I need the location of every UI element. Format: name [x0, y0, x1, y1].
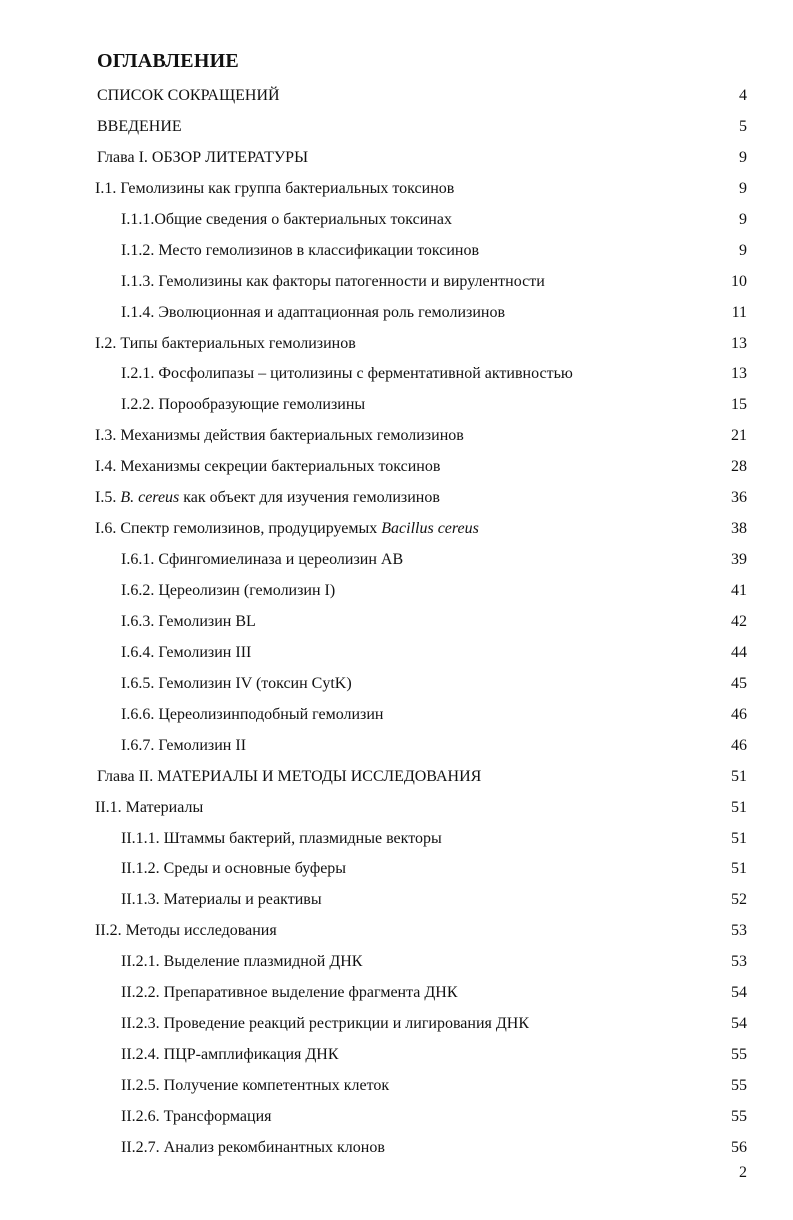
toc-entry-page: 4 [739, 87, 747, 104]
toc-entry [0, 270, 793, 301]
toc-entry-title: I.1.4. Эволюционная и адаптационная роль гемолизинов [121, 303, 506, 321]
toc-entry-title: Глава I. ОБЗОР ЛИТЕРАТУРЫ [97, 148, 309, 166]
toc-entry [0, 424, 793, 455]
toc-entry-page: 9 [739, 148, 747, 166]
toc-entry-title: СПИСОК СОКРАЩЕНИЙ [97, 87, 280, 104]
toc-entry [0, 84, 793, 115]
toc-entry-page: 9 [739, 210, 747, 228]
toc-entry-title: I.6.6. Цереолизинподобный гемолизин [121, 705, 384, 723]
toc-entry-page: 46 [731, 736, 747, 754]
toc-entry-title: I.6.3. Гемолизин BL [121, 612, 256, 630]
toc-entry-title: Глава II. МАТЕРИАЛЫ И МЕТОДЫ ИССЛЕДОВАНИЯ [97, 767, 482, 785]
toc-entry-page: 41 [731, 582, 747, 599]
toc-entry-page: 55 [731, 1046, 747, 1064]
toc-entry [0, 239, 793, 270]
toc-entry [0, 301, 793, 332]
toc-entry-title: I.6.1. Сфингомиелиназа и цереолизин АВ [121, 551, 404, 569]
toc-entry-page: 51 [731, 829, 747, 847]
page-number: 2 [739, 1164, 747, 1181]
toc-entry-page: 21 [731, 427, 747, 445]
toc-entry [0, 393, 793, 424]
toc-entry [0, 1136, 793, 1167]
toc-entry-title: I.6.7. Гемолизин II [121, 736, 247, 754]
toc-entry-title: II.1.3. Материалы и реактивы [121, 891, 322, 909]
toc-entry [0, 827, 793, 858]
toc-entry [0, 362, 793, 393]
toc-entry [0, 579, 793, 610]
toc-entry [0, 734, 793, 765]
toc-entry [0, 177, 793, 208]
toc-entry-title: I.6.2. Цереолизин (гемолизин I) [121, 582, 336, 599]
toc-entry-page: 9 [739, 241, 747, 259]
toc-entry-page: 44 [731, 643, 747, 661]
toc-entry [0, 765, 793, 796]
toc-entry-page: 9 [739, 179, 747, 197]
toc-entry-page: 51 [731, 860, 747, 878]
toc-entry-title: I.6.4. Гемолизин III [121, 643, 252, 661]
toc-entry-title-part: как объект для изучения гемолизинов [179, 489, 440, 507]
toc-entry-title: II.2.4. ПЦР-амплификация ДНК [121, 1046, 339, 1064]
toc-entry-title: II.2.2. Препаративное выделение фрагмента ДНК [121, 984, 458, 1002]
toc-entry-title [95, 486, 440, 510]
toc-entry-page: 11 [731, 303, 747, 321]
toc-entry-title-part: I.6. Спектр гемолизинов, продуцируемых [95, 520, 382, 538]
toc-entry [0, 1074, 793, 1105]
toc-entry-page: 46 [731, 705, 747, 723]
toc-entry-page: 53 [731, 922, 747, 940]
toc-entry-title: I.2. Типы бактериальных гемолизинов [95, 334, 356, 352]
toc-entry [0, 610, 793, 641]
toc-entry-page: 45 [731, 674, 747, 692]
toc-entry-title: I.1.1.Общие сведения о бактериальных токсинах [121, 210, 452, 228]
toc-entry-page: 54 [731, 1015, 747, 1033]
toc-entry-title: II.1.2. Среды и основные буферы [121, 860, 347, 878]
toc-entry [0, 641, 793, 672]
toc-entry-title [95, 517, 479, 541]
toc-entry-title-part: I.5. [95, 489, 121, 507]
toc-entry-title: II.2. Методы исследования [95, 922, 277, 940]
toc-entry-page: 53 [731, 953, 747, 971]
toc-entry [0, 1012, 793, 1043]
toc-entry-title: II.2.3. Проведение реакций рестрикции и лигирования ДНК [121, 1015, 530, 1033]
toc-entry-title: I.2.1. Фосфолипазы – цитолизины с ферментативной активностью [121, 365, 573, 383]
toc-entry-title: I.6.5. Гемолизин IV (токсин CytK) [121, 674, 352, 692]
toc-entry-title: II.2.5. Получение компетентных клеток [121, 1077, 390, 1094]
toc-entry [0, 332, 793, 363]
toc-entry [0, 517, 793, 548]
toc-entry-title: I.4. Механизмы секреции бактериальных токсинов [95, 458, 441, 476]
toc-entry-title-italic: B. cereus [120, 489, 180, 507]
toc-entry-title: II.2.7. Анализ рекомбинантных клонов [121, 1138, 385, 1156]
toc-entry-title: II.2.6. Трансформация [121, 1107, 272, 1125]
toc-entry-title: ВВЕДЕНИЕ [97, 117, 182, 135]
toc-entry-page: 10 [731, 272, 747, 290]
toc-entry-page: 42 [731, 612, 747, 630]
toc-entry-title: II.1.1. Штаммы бактерий, плазмидные векторы [121, 829, 442, 847]
toc-entry [0, 486, 793, 517]
toc-heading: ОГЛАВЛЕНИЕ [97, 50, 239, 72]
toc-entry-page: 13 [731, 365, 747, 383]
toc-entry-page: 39 [731, 551, 747, 569]
toc-entry [0, 146, 793, 177]
toc-entry [0, 455, 793, 486]
toc-entry-title: II.2.1. Выделение плазмидной ДНК [121, 953, 363, 971]
toc-entry [0, 1043, 793, 1074]
toc-entry-page: 28 [731, 458, 747, 476]
toc-entry-page: 5 [739, 117, 747, 135]
toc-entry-title: I.2.2. Порообразующие гемолизины [121, 396, 366, 414]
toc-entry-page: 55 [731, 1077, 747, 1094]
toc-entry-page: 54 [731, 984, 747, 1002]
toc-entry [0, 950, 793, 981]
toc-entry [0, 208, 793, 239]
toc-entry-page: 52 [731, 891, 747, 909]
toc-entry [0, 981, 793, 1012]
toc-entry-title: II.1. Материалы [95, 798, 204, 816]
toc-entry-title: I.1. Гемолизины как группа бактериальных токсинов [95, 179, 455, 197]
toc-entry-page: 56 [731, 1138, 747, 1156]
toc-entry-page: 13 [731, 334, 747, 352]
toc-entry [0, 919, 793, 950]
toc-entry-title: I.3. Механизмы действия бактериальных гемолизинов [95, 427, 464, 445]
toc-entry-page: 55 [731, 1107, 747, 1125]
toc-entry-page: 38 [731, 520, 747, 538]
toc-entry [0, 857, 793, 888]
toc-entry [0, 796, 793, 827]
toc-entry [0, 115, 793, 146]
toc-entry [0, 548, 793, 579]
toc-entry-page: 51 [731, 767, 747, 785]
toc-entry [0, 1105, 793, 1136]
toc-entry [0, 703, 793, 734]
toc-entry-page: 51 [731, 798, 747, 816]
toc-entry [0, 672, 793, 703]
toc-entry-page: 15 [731, 396, 747, 414]
toc-entry-title: I.1.3. Гемолизины как факторы патогенности и вирулентности [121, 272, 545, 290]
table-of-contents [0, 84, 793, 1167]
toc-entry-title-italic: Bacillus cereus [381, 520, 479, 538]
toc-entry-page: 36 [731, 489, 747, 507]
toc-entry [0, 888, 793, 919]
toc-entry-title: I.1.2. Место гемолизинов в классификации токсинов [121, 241, 480, 259]
